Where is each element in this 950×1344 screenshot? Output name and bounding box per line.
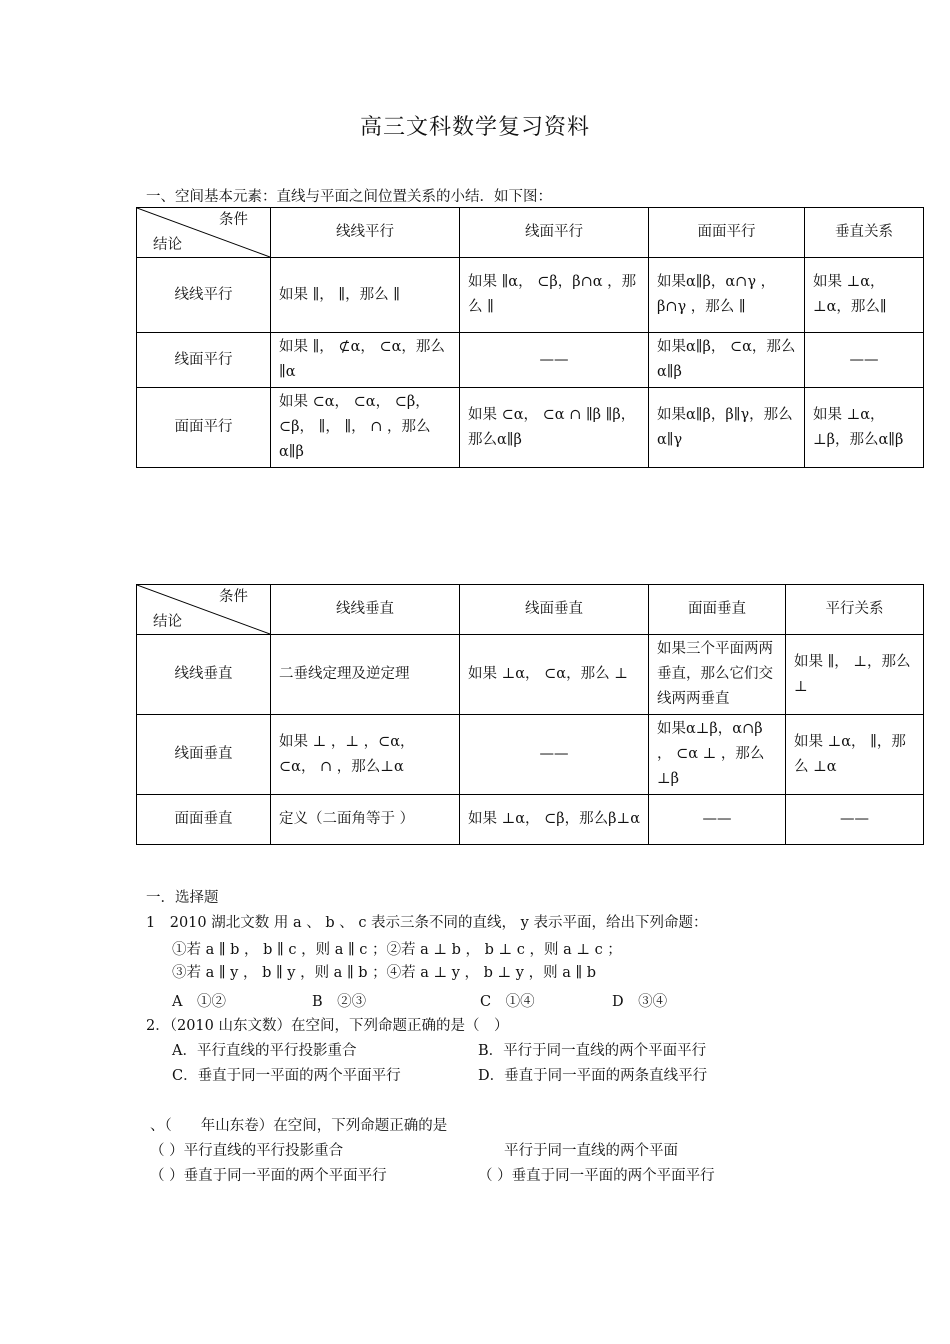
parallel-table: [136, 207, 924, 468]
row-header: 线面垂直: [137, 715, 271, 795]
table-cell: 如果α∥β，β∥γ，那么α∥γ: [649, 388, 805, 468]
table-cell: 如果α∥β， ⊂α，那么α∥β: [649, 333, 805, 388]
question-3-option-1: （ ）平行直线的平行投影重合: [150, 1143, 344, 1159]
perpendicular-table: [136, 584, 924, 845]
table-cell: 如果 ∥α， ⊂β，β∩α ，那么 ∥: [460, 258, 649, 333]
corner-conclusion-label: 结论: [153, 237, 182, 253]
question-1-line-2: ③若 a ∥ y ， b ∥ y ，则 a ∥ b ；④若 a ⊥ y ， b ⊥ y ，则 a ∥ b: [172, 965, 597, 981]
table-cell: ——: [649, 795, 786, 845]
table-cell: 如果三个平面两两垂直，那么它们交线两两垂直: [649, 635, 786, 715]
question-2-option-d: D．垂直于同一平面的两条直线平行: [478, 1068, 708, 1084]
table-cell: 如果 ∥， ⊄α， ⊂α，那么 ∥α: [271, 333, 460, 388]
column-header: 线面垂直: [460, 585, 649, 635]
table-cell: 如果 ∥， ∥，那么 ∥: [271, 258, 460, 333]
question-2-option-a: A．平行直线的平行投影重合: [172, 1043, 357, 1059]
column-header: 线线平行: [271, 208, 460, 258]
column-header: 平行关系: [786, 585, 924, 635]
column-header: 垂直关系: [805, 208, 924, 258]
corner-conclusion-label: 结论: [153, 614, 182, 630]
table-cell: 如果 ⊥ ，⊥ ，⊂α， ⊂α， ∩ ，那么⊥α: [271, 715, 460, 795]
row-header: 线线平行: [137, 258, 271, 333]
question-1-option-c: C ①④: [480, 994, 535, 1010]
table-cell: ——: [460, 333, 649, 388]
column-header: 线线垂直: [271, 585, 460, 635]
table-cell: 如果 ⊂α， ⊂α ∩ ∥β ∥β，那么α∥β: [460, 388, 649, 468]
row-header: 面面平行: [137, 388, 271, 468]
table-corner: [137, 585, 271, 635]
table-cell: 如果 ⊥α， ∥，那么 ⊥α: [786, 715, 924, 795]
table-cell: 定义（二面角等于 ）: [271, 795, 460, 845]
table-cell: 如果α∥β，α∩γ ，β∩γ ，那么 ∥: [649, 258, 805, 333]
table-cell: 如果 ⊥α，⊥β，那么α∥β: [805, 388, 924, 468]
question-3-option-2: 平行于同一直线的两个平面: [504, 1143, 678, 1159]
row-header: 面面垂直: [137, 795, 271, 845]
page-title: 高三文科数学复习资料: [359, 115, 590, 140]
corner-condition-label: 条件: [219, 589, 248, 605]
column-header: 面面垂直: [649, 585, 786, 635]
question-1-option-a: A ①②: [172, 994, 226, 1010]
table-cell: ——: [805, 333, 924, 388]
table-corner: [137, 208, 271, 258]
question-1-option-d: D ③④: [612, 994, 668, 1010]
column-header: 面面平行: [649, 208, 805, 258]
question-3-option-4: （ ）垂直于同一平面的两个平面平行: [478, 1168, 715, 1184]
table-cell: 二垂线定理及逆定理: [271, 635, 460, 715]
table-cell: 如果 ⊥α， ⊂β，那么β⊥α: [460, 795, 649, 845]
table-cell: 如果 ⊂α， ⊂α， ⊂β， ⊂β， ∥， ∥， ∩ ，那么α∥β: [271, 388, 460, 468]
table-cell: ——: [460, 715, 649, 795]
question-2-option-c: C．垂直于同一平面的两个平面平行: [172, 1068, 401, 1084]
question-1-option-b: B ②③: [312, 994, 367, 1010]
row-header: 线线垂直: [137, 635, 271, 715]
intro-text: 一、空间基本元素：直线与平面之间位置关系的小结．如下图：: [146, 189, 552, 205]
column-header: 线面平行: [460, 208, 649, 258]
section-heading: 一．选择题: [146, 890, 219, 906]
table-cell: 如果 ⊥α，⊥α，那么∥: [805, 258, 924, 333]
question-3-stem: 、（ 年山东卷）在空间，下列命题正确的是: [150, 1118, 448, 1134]
question-1-line-1: ①若 a ∥ b ， b ∥ c ，则 a ∥ c ；②若 a ⊥ b ， b ⊥ c ，则 a ⊥ c ；: [172, 942, 622, 958]
question-2-option-b: B．平行于同一直线的两个平面平行: [478, 1043, 707, 1059]
table-cell: 如果 ∥， ⊥，那么 ⊥: [786, 635, 924, 715]
table-cell: 如果 ⊥α， ⊂α，那么 ⊥: [460, 635, 649, 715]
corner-condition-label: 条件: [219, 212, 248, 228]
question-2-stem: 2．（2010 山东文数）在空间，下列命题正确的是（ ）: [146, 1018, 509, 1034]
table-cell: 如果α⊥β，α∩β ， ⊂α ⊥ ，那么 ⊥β: [649, 715, 786, 795]
question-1-stem: 1 2010 湖北文数 用 a 、 b 、 c 表示三条不同的直线， y 表示平面，给出下列命题：: [146, 915, 708, 931]
question-3-option-3: （ ）垂直于同一平面的两个平面平行: [150, 1168, 387, 1184]
row-header: 线面平行: [137, 333, 271, 388]
table-cell: ——: [786, 795, 924, 845]
